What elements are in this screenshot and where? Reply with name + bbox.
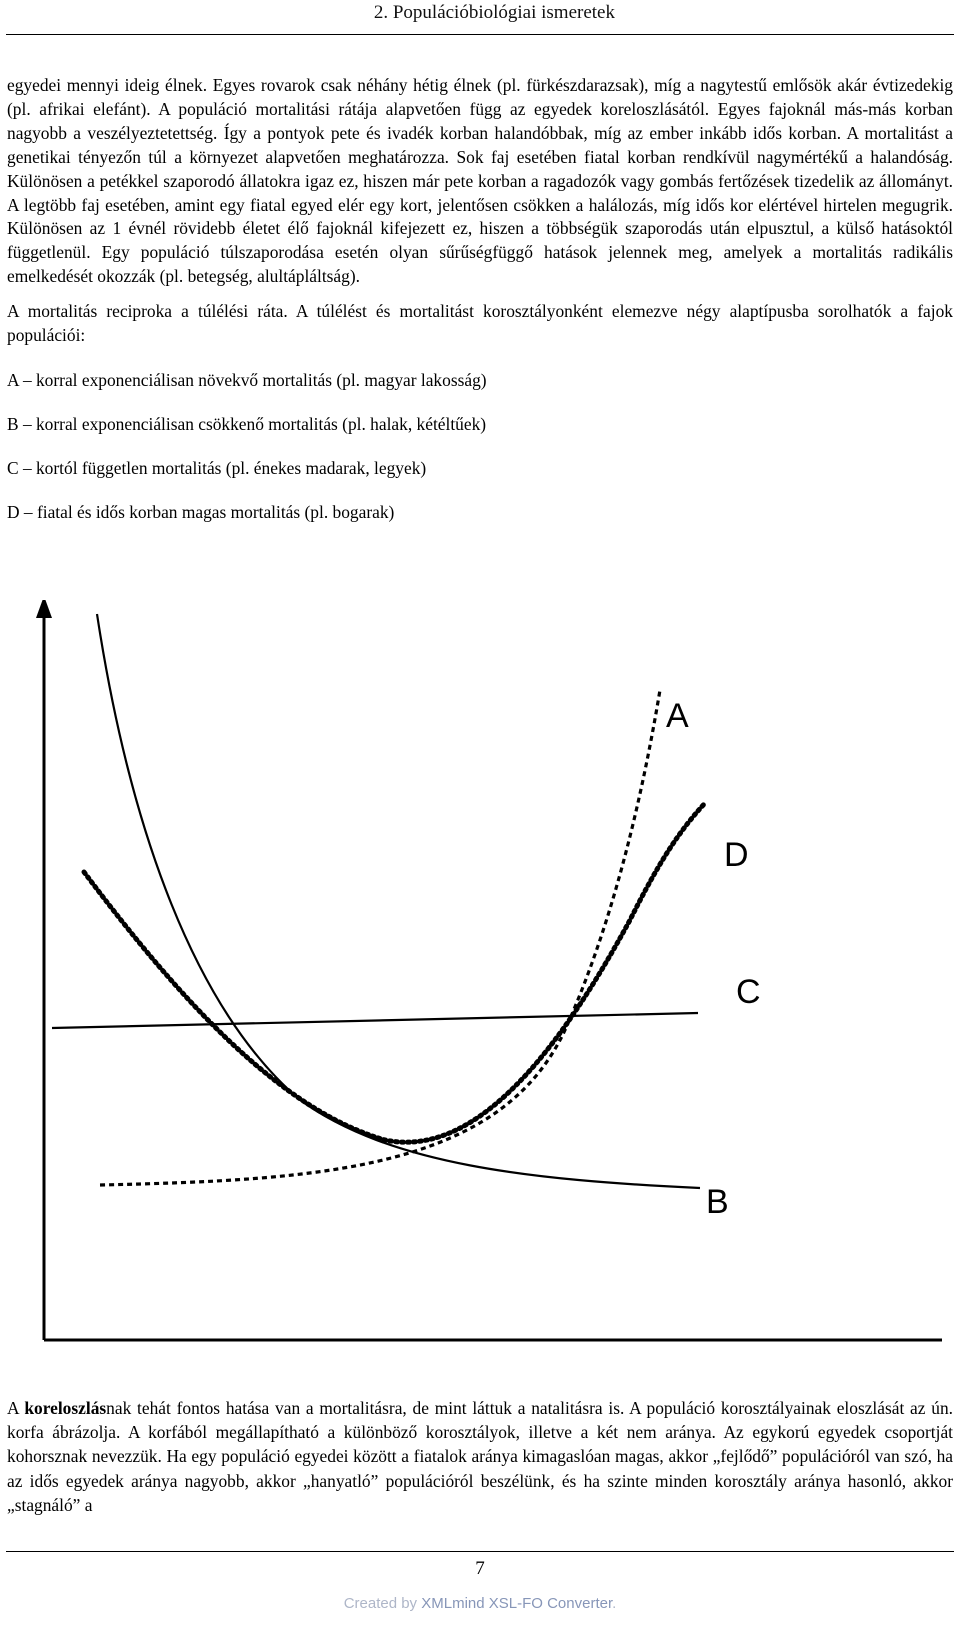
- footer-rule: [6, 1551, 954, 1552]
- curve-a: [100, 690, 660, 1185]
- watermark-brand: XMLmind XSL-FO Converter: [421, 1595, 613, 1612]
- paragraph3-pre: A: [7, 1398, 25, 1418]
- curve-b: [97, 614, 700, 1188]
- paragraph-koreloszlas-mortality: egyedei mennyi ideig élnek. Egyes rovarok csak néhány hétig élnek (pl. fürkészdarazsak), míg a nagytestű emlősök akár évtizedekig (pl. afrikai elefánt). A populáció mortalitási rátája alapvetően függ az egyedek koreloszlásától. Egyes fajoknál más-más korban nagyobb a veszélyeztetettség. Így a pontyok pete és ivadék korban halandóbbak, míg az ember inkább idős korban. A mortalitást a genetikai tényezőn túl a környezet alapvetően meghatározza. Sok faj esetében fiatal korban rendkívül nagymértékű a halandóság. Különösen a petékkel szaporodó állatokra igaz ez, hiszen már pete korban a ragadozók vagy gombás fertőzések tizedelik az állományt. A legtöbb faj esetében, amint egy fiatal egyed elér egy kort, jelentősen csökken a halálozás, míg idős kor elértével hirtelen megugrik. Különösen az 1 évnél rövidebb életet élő fajoknál kifejezett ez, hiszen a többségük szaporodás után elpusztul, a külső hatásoktól függetlenül. Egy populáció túlszaporodása esetén olyan sűrűségfüggő hatások jelennek meg, amelyek a mortalitás radikális emelkedését okozzák (pl. betegség, alultápláltság).: [7, 75, 953, 287]
- curve-label-c: C: [736, 973, 761, 1011]
- curve-label-b: B: [706, 1183, 729, 1221]
- mortality-curves-figure: [0, 600, 960, 1360]
- watermark-prefix: Created by: [343, 1595, 422, 1612]
- page-number: 7: [475, 1558, 485, 1579]
- category-a: A – korral exponenciálisan növekvő mortalitás (pl. magyar lakosság): [7, 369, 487, 390]
- body-text: [7, 74, 953, 525]
- category-d: D – fiatal és idős korban magas mortalitás (pl. bogarak): [7, 501, 395, 522]
- page-header: [0, 0, 960, 30]
- paragraph-koreloszlas-text: [7, 1396, 953, 1517]
- term-koreloszlas: koreloszlás: [24, 1398, 107, 1418]
- watermark-suffix: .: [612, 1595, 617, 1612]
- curve-c: [52, 1013, 698, 1028]
- paragraph-survival-rate: A mortalitás reciproka a túlélési ráta. A túlélést és mortalitást korosztályonként elemezve négy alaptípusba sorolhatók a fajok populációi:: [7, 301, 953, 346]
- mortality-curves-svg: [0, 600, 960, 1360]
- header-rule: [6, 34, 954, 35]
- converter-watermark: [0, 1595, 960, 1612]
- curve-label-a: A: [666, 697, 689, 735]
- curve-d: [84, 802, 706, 1142]
- category-b: B – korral exponenciálisan csökkenő mortalitás (pl. halak, kétéltűek): [7, 413, 487, 434]
- curve-label-d: D: [724, 836, 749, 874]
- y-axis-arrow-icon: [36, 600, 52, 618]
- header-title: 2. Populációbiológiai ismeretek: [373, 2, 615, 23]
- paragraph3-rest: nak tehát fontos hatása van a mortalitásra, de mint láttuk a natalitásra is. A populáció korosztályainak eloszlását az ún. korfa ábrázolja. A korfából megállapítható a különböző korosztályok, illetve a két nem aránya. Az egykorú egyedek csoportját kohorsznak nevezzük. Ha egy populáció egyedei között a fiatalok aránya kimagaslóan magas, akkor „fejlődő” populációról van szó, ha az idős egyedek aránya nagyobb, akkor „hanyatló” populációról beszélünk, és ha szinte minden korosztály aránya hasonló, akkor „stagnáló” a: [7, 1398, 953, 1515]
- paragraph-koreloszlas: [7, 1396, 953, 1517]
- category-c: C – kortól független mortalitás (pl. énekes madarak, legyek): [7, 457, 427, 478]
